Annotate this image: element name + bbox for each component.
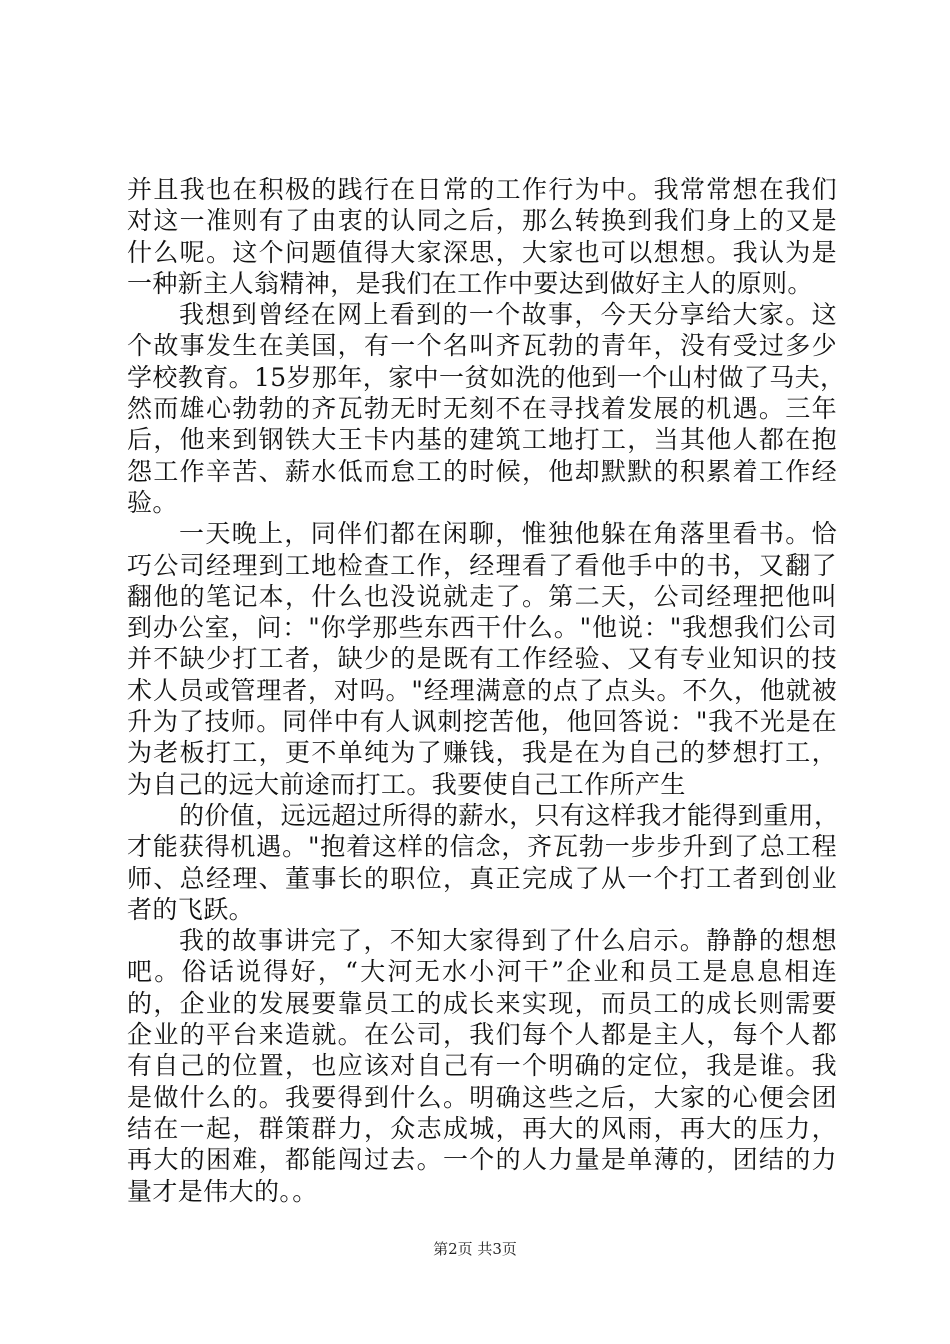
paragraph [127,800,840,925]
paragraph-line: 个故事发生在美国，有一个名叫齐瓦勃的青年，没有受过多少 [127,331,837,361]
paragraph [127,925,837,1207]
paragraph-line: 术人员或管理者，对吗。"经理满意的点了点头。不久，他就被 [127,675,837,705]
paragraph-line: 升为了技师。同伴中有人讽刺挖苦他，他回答说："我不光是在 [127,707,837,737]
paragraph-line: 量才是伟大的。。 [127,1176,318,1206]
paragraph-line: 学校教育。15岁那年，家中一贫如洗的他到一个山村做了马夫， [127,362,846,392]
paragraph-line: 我的故事讲完了，不知大家得到了什么启示。静静的想想 [179,926,837,956]
paragraph-line: 才能获得机遇。"抱着这样的信念，齐瓦勃一步步升到了总工程 [127,832,837,862]
paragraph-line: 为老板打工，更不单纯为了赚钱，我是在为自己的梦想打工， [127,738,837,768]
paragraph [127,518,837,800]
paragraph-line: 者的飞跃。 [127,894,255,924]
paragraph-line: 为自己的远大前途而打工。我要使自己工作所产生 [127,769,686,799]
paragraph-line: 企业的平台来造就。在公司，我们每个人都是主人，每个人都 [127,1020,837,1050]
document-body [127,174,846,1207]
paragraph-line: 再大的困难，都能闯过去。一个的人力量是单薄的，团结的力 [127,1145,837,1175]
paragraph-line: 巧公司经理到工地检查工作，经理看了看他手中的书，又翻了 [127,550,837,580]
paragraph-line: 然而雄心勃勃的齐瓦勃无时无刻不在寻找着发展的机遇。三年 [127,394,837,424]
paragraph-line: 的价值，远远超过所得的薪水，只有这样我才能得到重用， [179,800,840,830]
paragraph-line: 怨工作辛苦、薪水低而怠工的时候，他却默默的积累着工作经 [127,456,837,486]
page-number-label: 第2页 共3页 [433,1240,517,1258]
paragraph-line: 并且我也在积极的践行在日常的工作行为中。我常常想在我们 [127,175,837,204]
page-footer [0,1239,950,1259]
paragraph [127,299,846,518]
paragraph-line: 吧。俗话说得好，“大河无水小河干”企业和员工是息息相连 [127,957,837,987]
paragraph-line: 是做什么的。我要得到什么。明确这些之后，大家的心便会团 [127,1082,837,1112]
paragraph-line: 翻他的笔记本，什么也没说就走了。第二天，公司经理把他叫 [127,581,837,611]
paragraph-line: 验。 [127,487,178,517]
paragraph [127,174,837,299]
paragraph-line: 后，他来到钢铁大王卡内基的建筑工地打工，当其他人都在抱 [127,425,837,455]
paragraph-line: 结在一起，群策群力，众志成城，再大的风雨，再大的压力， [127,1113,837,1143]
paragraph-line: 对这一准则有了由衷的认同之后，那么转换到我们身上的又是 [127,206,837,236]
paragraph-line: 一天晚上，同伴们都在闲聊，惟独他躲在角落里看书。恰 [179,519,837,549]
paragraph-line: 到办公室，问："你学那些东西干什么。"他说："我想我们公司 [127,613,837,643]
paragraph-line: 师、总经理、董事长的职位，真正完成了从一个打工者到创业 [127,863,837,893]
paragraph-line: 一种新主人翁精神，是我们在工作中要达到做好主人的原则。 [127,268,813,298]
paragraph-line: 有自己的位置，也应该对自己有一个明确的定位，我是谁。我 [127,1051,837,1081]
paragraph-line: 我想到曾经在网上看到的一个故事，今天分享给大家。这 [179,300,837,330]
paragraph-line: 并不缺少打工者，缺少的是既有工作经验、又有专业知识的技 [127,644,837,674]
paragraph-line: 什么呢。这个问题值得大家深思，大家也可以想想。我认为是 [127,237,837,267]
paragraph-line: 的，企业的发展要靠员工的成长来实现，而员工的成长则需要 [127,988,837,1018]
